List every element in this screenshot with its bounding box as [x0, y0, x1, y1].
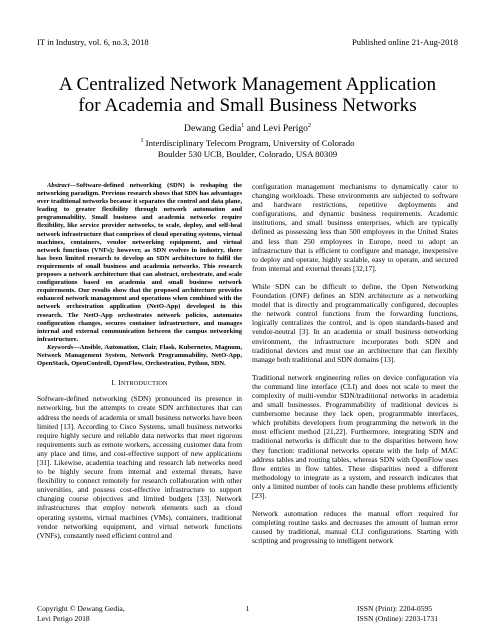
copyright-line-1: Copyright © Dewang Gedia,: [37, 604, 125, 613]
title-line-2: for Academia and Small Business Networks: [78, 95, 417, 116]
issn-block: [357, 604, 438, 623]
affiliation: [30, 138, 465, 160]
author-1-affil-mark: 1: [241, 123, 245, 129]
keywords-label: Keywords—: [47, 343, 80, 351]
left-column: [37, 182, 242, 540]
body-paragraph: configuration management mechanisms to dynamically cater to changing workloads. These environments are subjected to software and hardware restrictions, repetitive deployments and configurations, and dynamic business requirements. Academic institutions, and small business enterprises, which are typically defined as possessing less than 500 employees in the United States and less than 250 employees in Europe, need to adopt an infrastructure that is efficient to configure and manage, inexpensive to deploy and operate, highly scalable, easy to operate, and secured from internal and external threats [32,17].: [252, 182, 458, 273]
affil-mark: 1: [140, 138, 144, 144]
affil-line-1: Interdisciplinary Telecom Program, University of Colorado: [143, 138, 355, 148]
publication-date: Published online 21-Aug-2018: [352, 37, 458, 47]
section-heading-introduction: [37, 378, 242, 388]
author-1: Dewang Gedia: [184, 123, 242, 134]
title-line-1: A Centralized Network Management Application: [58, 74, 437, 95]
author-list: [30, 123, 465, 135]
body-paragraph: Software-defined networking (SDN) pronounced its presence in networking, but the attempts to create SDN architectures that can address the needs of academia or small business networks have been limited [13]. According to Cisco Systems, small business networks require highly secure and reliable data networks that meet rigorous requirements such as remote workers, accessing customer data from any place and time, and cost-effective support of new applications [31]. Likewise, academia teaching and research lab networks need to be highly secure from internal and external threats, have flexibility to connect remotely for research collaboration with other universities, and possess cost-effective infrastructure to support changing course objectives and limited budgets [33]. Network infrastructures that employ network elements such as cloud operating systems, virtual machines (VMs), containers, traditional vendor networking equipment, and virtual network functions (VNFs), constantly need efficient control and: [37, 394, 242, 540]
paper-title: [30, 74, 465, 116]
journal-citation: IT in Industry, vol. 6, no.3, 2018: [37, 37, 149, 47]
section-title-rest: NTRODUCTION: [120, 380, 168, 388]
body-paragraph: Network automation reduces the manual effort required for completing routine tasks and decreases the amount of human error caused by traditional, manual CLI configurations. Starting with scripting and progressing to intelligent network: [252, 509, 458, 546]
abstract-label: Abstract—: [47, 182, 77, 189]
author-2-affil-mark: 2: [307, 123, 311, 129]
right-column: [252, 182, 458, 554]
affil-line-2: Boulder 530 UCB, Boulder, Colorado, USA 80309: [157, 149, 338, 159]
body-paragraph: While SDN can be difficult to define, the Open Networking Foundation (ONF) defines an SDN architecture as a networking model that is directly and programmatically configured, decouples the network control functions from the forwarding functions, logically centralizes the control, and is open standards-based and vendor-neutral [3]. In an academia or small business networking environment, the infrastructure incorporates both SDN and traditional devices and must use an architecture that can flexibly manage both traditional and SDN domains [13].: [252, 281, 458, 364]
author-2: and Levi Perigo: [244, 123, 308, 134]
issn-print: ISSN (Print): 2204-0595: [357, 604, 433, 613]
copyright-line-2: Levi Perigo 2018: [37, 613, 90, 623]
keywords-text: Ansible, Automation, Clair, Flask, Kubernetes, Magnum, Network Management System, Network Programmability, NetO-App, OpenStack, OpenControll, OpenFlow, Orchestration, Python, SDN.: [37, 343, 242, 368]
page-number: 1: [245, 604, 250, 613]
body-paragraph: Traditional network engineering relies on device configuration via the command line interface (CLI) and does not scale to meet the complexity of multi-vendor SDN/traditional networks in academia and small businesses. Programmability of traditional devices is cumbersome because they lack open, programmable interfaces, which prohibits developers from programming the network in the most efficient method [21,22]. Furthermore, integrating SDN and traditional networks is difficult due to the disparities between how they function: traditional networks operate with the help of MAC address tables and routing tables, whereas SDN with OpenFlow uses flow entries in flow tables. These disparities need a different methodology to integrate as a system, and research indicates that only a limited number of tools can handle these problems efficiently [23].: [252, 372, 458, 500]
left-body: [37, 394, 242, 540]
issn-online: ISSN (Online): 2203-1731: [357, 613, 438, 623]
running-header: [37, 36, 458, 48]
abstract: [37, 182, 242, 368]
copyright-notice: [37, 604, 125, 623]
section-numeral: I.: [111, 378, 117, 388]
abstract-text: Software-defined networking (SDN) is reshaping the networking paradigm. Previous research shows that SDN has advantages over traditional networks because it separates the control and data plane, leading to greater flexibility through network automation and programmability. Small business and academia networks require flexibility, like service provider networks, to scale, deploy, and self-heal network infrastructure that comprises of cloud operating systems, virtual machines, containers, vendor networking equipment, and virtual network functions (VNFs); however, as SDN evolves in industry, there has been limited research to develop an SDN architecture to fulfil the requirements of small business and academia networks. This research proposes a network architecture that can abstract, orchestrate, and scale configurations based on academia and small business network requirements. Our results show that the proposed architecture provides enhanced network management and operations when combined with the network orchestration application (NetO-App) developed in this research. The NetO-App orchestrates network policies, automates configuration changes, secures container infrastructure, and manages internal and external communication between the campus networking infrastructure.: [37, 182, 242, 343]
section-initial: I: [118, 378, 121, 388]
